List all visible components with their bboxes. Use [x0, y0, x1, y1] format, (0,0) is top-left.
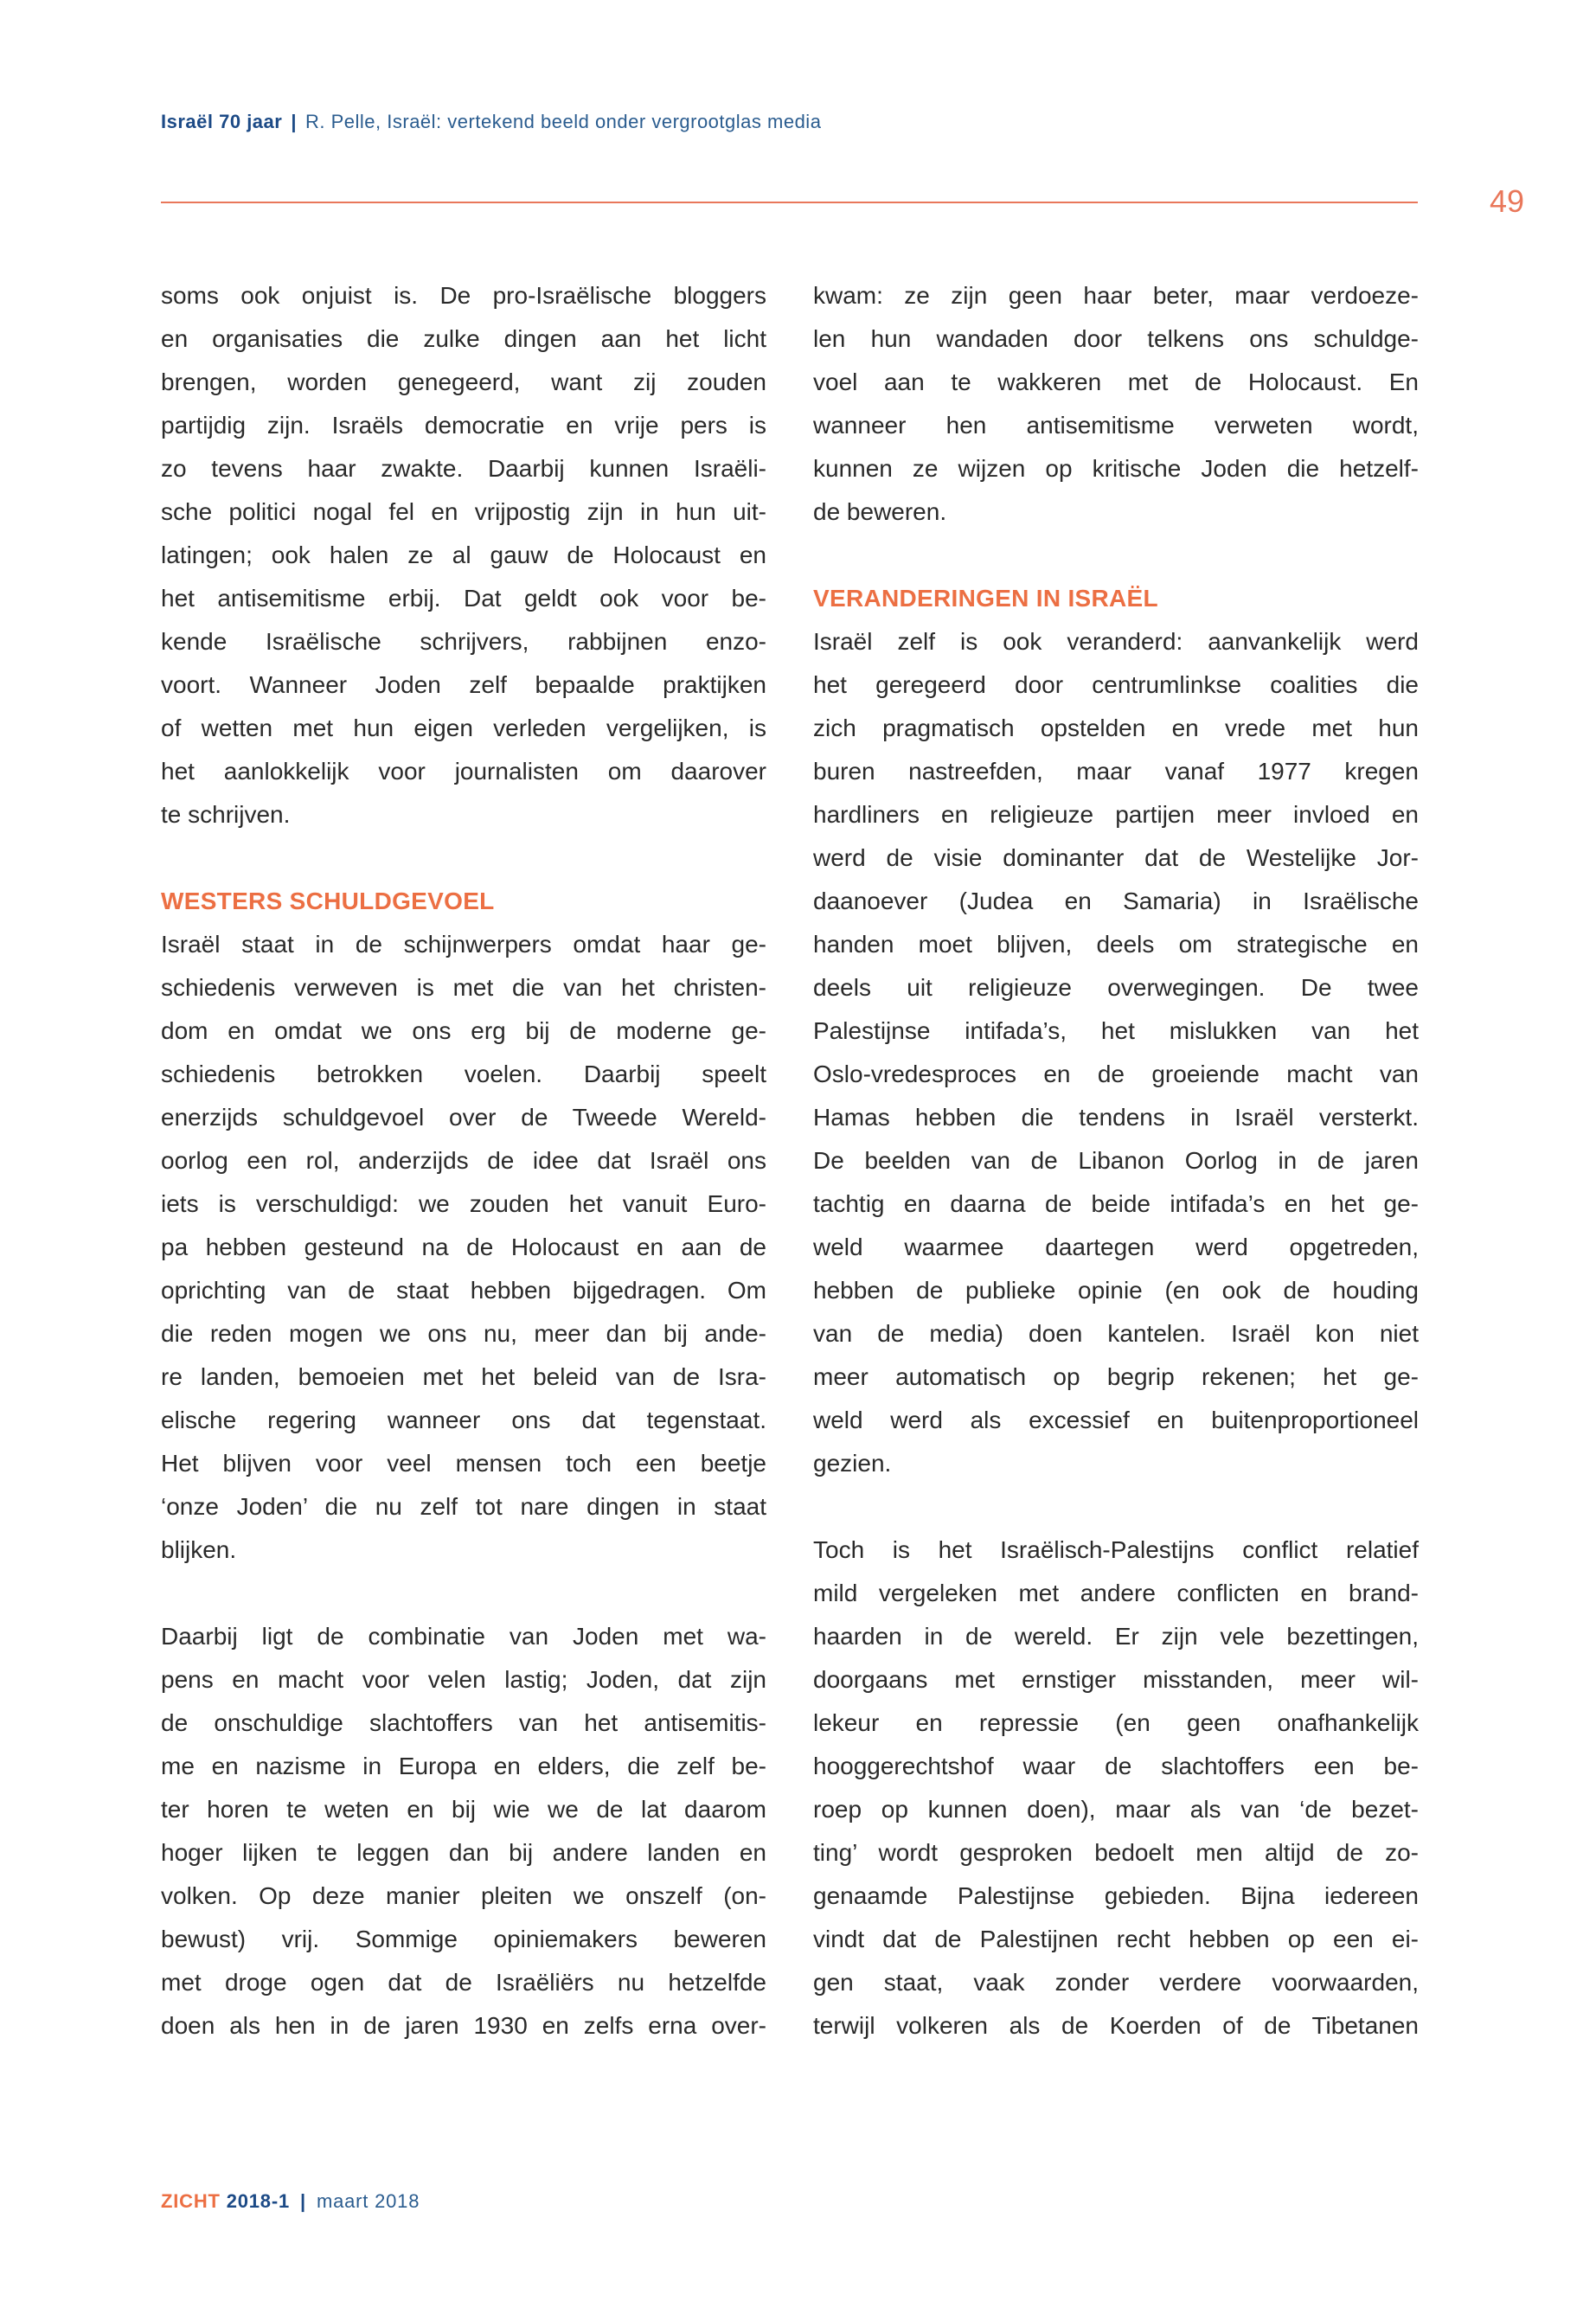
text-line: die reden mogen we ons nu, meer dan bij ande-: [161, 1320, 766, 1347]
text-line: met droge ogen dat de Israëliërs nu hetzelfde: [161, 1969, 766, 1996]
paragraph-gap: [813, 534, 1419, 577]
text-line: te schrijven.: [161, 801, 291, 828]
text-line: zich pragmatisch opstelden en vrede met hun: [813, 715, 1419, 741]
text-line: ‘onze Joden’ die nu zelf tot nare dingen in staat: [161, 1493, 766, 1520]
section-heading: VERANDERINGEN IN ISRAËL: [813, 585, 1158, 612]
header-rule: [161, 202, 1418, 203]
paragraph: [161, 1615, 766, 2048]
text-line: pens en macht voor velen lastig; Joden, dat zijn: [161, 1666, 766, 1693]
text-line: partijdig zijn. Israëls democratie en vrije pers is: [161, 412, 766, 439]
footer-date: maart 2018: [316, 2190, 420, 2212]
text-line: sche politici nogal fel en vrijpostig zijn in hun uit-: [161, 498, 766, 525]
text-line: voel aan te wakkeren met de Holocaust. En: [813, 369, 1419, 395]
text-line: het geregeerd door centrumlinkse coalities die: [813, 671, 1419, 698]
text-line: weld waarmee daartegen werd opgetreden,: [813, 1234, 1419, 1260]
text-line: gen staat, vaak zonder verdere voorwaarden,: [813, 1969, 1419, 1996]
text-line: buren nastreefden, maar vanaf 1977 kregen: [813, 758, 1419, 785]
text-line: gezien.: [813, 1450, 892, 1477]
text-line: mild vergeleken met andere conflicten en brand-: [813, 1580, 1419, 1606]
text-line: soms ook onjuist is. De pro-Israëlische bloggers: [161, 282, 766, 309]
text-line: latingen; ook halen ze al gauw de Holocaust en: [161, 542, 766, 568]
text-line: wanneer hen antisemitisme verweten wordt,: [813, 412, 1419, 439]
text-line: oprichting van de staat hebben bijgedragen. Om: [161, 1277, 766, 1304]
text-line: Israël zelf is ook veranderd: aanvankelijk werd: [813, 628, 1419, 655]
header-separator: |: [291, 111, 297, 132]
text-line: de beweren.: [813, 498, 947, 525]
text-line: of wetten met hun eigen verleden vergelijken, is: [161, 715, 766, 741]
running-header: [161, 111, 821, 133]
paragraph: [161, 923, 766, 1572]
paragraph: [813, 1529, 1419, 2048]
text-line: daanoever (Judea en Samaria) in Israëlische: [813, 888, 1419, 914]
text-line: bewust) vrij. Sommige opiniemakers beweren: [161, 1926, 766, 1952]
text-line: Oslo-vredesproces en de groeiende macht van: [813, 1061, 1419, 1087]
text-line: kwam: ze zijn geen haar beter, maar verdoeze-: [813, 282, 1419, 309]
text-line: oorlog een rol, anderzijds de idee dat Israël ons: [161, 1147, 766, 1174]
text-line: brengen, worden genegeerd, want zij zouden: [161, 369, 766, 395]
right-column: [813, 274, 1419, 2048]
text-line: enerzijds schuldgevoel over de Tweede Wereld-: [161, 1104, 766, 1131]
header-series: Israël 70 jaar: [161, 111, 283, 132]
text-line: handen moet blijven, deels om strategische en: [813, 931, 1419, 958]
text-line: haarden in de wereld. Er zijn vele bezettingen,: [813, 1623, 1419, 1650]
text-line: meer automatisch op begrip rekenen; het ge-: [813, 1363, 1419, 1390]
text-line: schiedenis betrokken voelen. Daarbij speelt: [161, 1061, 766, 1087]
text-line: het aanlokkelijk voor journalisten om daarover: [161, 758, 766, 785]
footer-separator: |: [300, 2190, 306, 2212]
left-column: [161, 274, 766, 2048]
text-line: weld werd als excessief en buitenproportioneel: [813, 1407, 1419, 1433]
text-line: Het blijven voor veel mensen toch een beetje: [161, 1450, 766, 1477]
text-line: De beelden van de Libanon Oorlog in de jaren: [813, 1147, 1419, 1174]
text-line: iets is verschuldigd: we zouden het vanuit Euro-: [161, 1190, 766, 1217]
text-line: van de media) doen kantelen. Israël kon niet: [813, 1320, 1419, 1347]
text-line: genaamde Palestijnse gebieden. Bijna iedereen: [813, 1882, 1419, 1909]
text-line: Daarbij ligt de combinatie van Joden met wa-: [161, 1623, 766, 1650]
text-line: hebben de publieke opinie (en ook de houding: [813, 1277, 1419, 1304]
text-line: blijken.: [161, 1536, 237, 1563]
paragraph: [161, 274, 766, 836]
text-line: en organisaties die zulke dingen aan het licht: [161, 325, 766, 352]
text-line: Palestijnse intifada’s, het mislukken van het: [813, 1017, 1419, 1044]
text-line: pa hebben gesteund na de Holocaust en aan de: [161, 1234, 766, 1260]
text-line: voort. Wanneer Joden zelf bepaalde praktijken: [161, 671, 766, 698]
footer-magazine: ZICHT: [161, 2190, 221, 2212]
section-heading: WESTERS SCHULDGEVOEL: [161, 888, 495, 914]
text-line: ter horen te weten en bij wie we de lat daarom: [161, 1796, 766, 1823]
text-line: re landen, bemoeien met het beleid van de Isra-: [161, 1363, 766, 1390]
text-line: zo tevens haar zwakte. Daarbij kunnen Israëli-: [161, 455, 766, 482]
paragraph-gap: [161, 1572, 766, 1615]
text-line: volken. Op deze manier pleiten we onszelf (on-: [161, 1882, 766, 1909]
paragraph-gap: [813, 1485, 1419, 1529]
text-line: len hun wandaden door telkens ons schuldge-: [813, 325, 1419, 352]
text-line: schiedenis verweven is met die van het christen-: [161, 974, 766, 1001]
header-subtitle: R. Pelle, Israël: vertekend beeld onder vergrootglas media: [305, 111, 822, 132]
text-line: de onschuldige slachtoffers van het antisemitis-: [161, 1709, 766, 1736]
text-line: lekeur en repressie (en geen onafhankelijk: [813, 1709, 1419, 1736]
text-line: vindt dat de Palestijnen recht hebben op een ei-: [813, 1926, 1419, 1952]
text-line: Israël staat in de schijnwerpers omdat haar ge-: [161, 931, 766, 958]
text-line: het antisemitisme erbij. Dat geldt ook voor be-: [161, 585, 766, 612]
text-line: hoger lijken te leggen dan bij andere landen en: [161, 1839, 766, 1866]
text-line: hardliners en religieuze partijen meer invloed en: [813, 801, 1419, 828]
paragraph-gap: [161, 836, 766, 880]
text-line: deels uit religieuze overwegingen. De twee: [813, 974, 1419, 1001]
text-line: ting’ wordt gesproken bedoelt men altijd de zo-: [813, 1839, 1419, 1866]
footer-issue: 2018-1: [226, 2190, 290, 2212]
paragraph: [813, 274, 1419, 534]
text-line: doorgaans met ernstiger misstanden, meer wil-: [813, 1666, 1419, 1693]
text-line: me en nazisme in Europa en elders, die zelf be-: [161, 1753, 766, 1779]
text-line: roep op kunnen doen), maar als van ‘de bezet-: [813, 1796, 1419, 1823]
page-number: 49: [1490, 183, 1525, 219]
text-line: tachtig en daarna de beide intifada’s en het ge-: [813, 1190, 1419, 1217]
text-line: werd de visie dominanter dat de Westelijke Jor-: [813, 844, 1419, 871]
footer: [161, 2190, 420, 2213]
text-line: hooggerechtshof waar de slachtoffers een be-: [813, 1753, 1419, 1779]
text-line: kunnen ze wijzen op kritische Joden die hetzelf-: [813, 455, 1419, 482]
text-line: dom en omdat we ons erg bij de moderne ge-: [161, 1017, 766, 1044]
paragraph: [813, 620, 1419, 1485]
text-line: kende Israëlische schrijvers, rabbijnen enzo-: [161, 628, 766, 655]
text-line: terwijl volkeren als de Koerden of de Tibetanen: [813, 2012, 1419, 2039]
text-line: doen als hen in de jaren 1930 en zelfs erna over-: [161, 2012, 766, 2039]
text-line: elische regering wanneer ons dat tegenstaat.: [161, 1407, 766, 1433]
text-line: Toch is het Israëlisch-Palestijns conflict relatief: [813, 1536, 1419, 1563]
text-line: Hamas hebben die tendens in Israël versterkt.: [813, 1104, 1419, 1131]
